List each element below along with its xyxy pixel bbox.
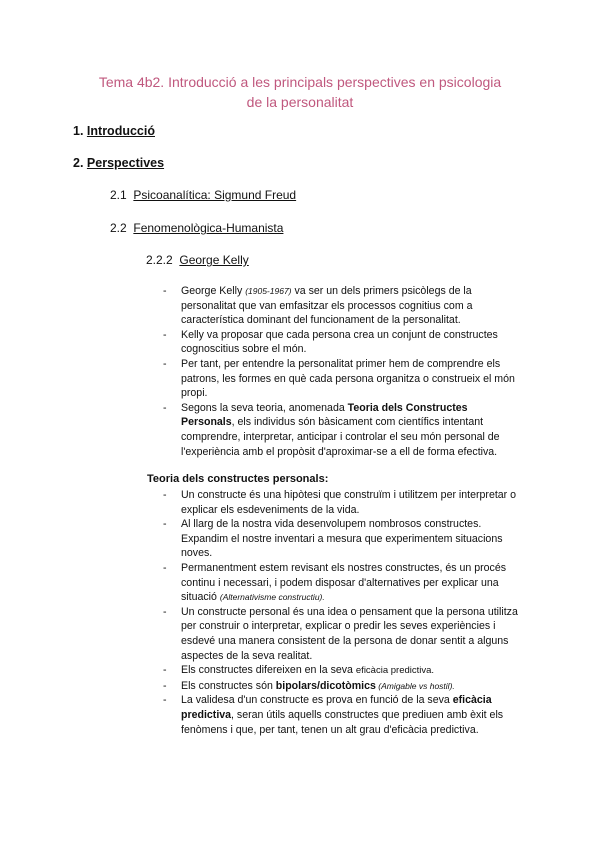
section-1-label: Introducció [86,124,155,138]
list-item: - Al llarg de la nostra vida desenvolupem nombrosos constructes. Expandim el nostre inventari a mesura que experimentem situacions noves. [163,518,503,560]
constructes-heading: Teoria dels constructes personals: [147,473,329,485]
list-item: - Kelly va proposar que cada persona crea un conjunt de constructes cognoscitius sobre el món. [163,328,498,356]
section-2-label: Perspectives [86,156,165,170]
section-1-number: 1. [73,124,84,138]
list-item: - Un constructe personal és una idea o pensament que la persona utilitza per construir o interpretar, explicar o predir les seves experiències i esdevé una manera consistent de la persona de donar sentit a alguns aspectes de la seva realitat. [163,605,518,662]
section-2-2-number: 2.2 [110,221,127,235]
bullet-dash: - [163,518,167,531]
bullet-dash: - [163,328,167,341]
bullet-dash: - [163,561,167,574]
section-2-1-number: 2.1 [110,188,127,202]
section-2-number: 2. [73,156,84,170]
section-2-2-2-number: 2.2.2 [146,253,173,267]
title-line-1: Tema 4b2. Introducció a les principals perspectives en psicologia [98,74,502,90]
section-2-heading [73,156,164,170]
bullet-dash: - [163,401,167,414]
section-2-1-label: Psicoanalítica: Sigmund Freud [133,188,297,202]
section-2-2-label: Fenomenològica-Humanista [133,221,284,235]
bullet-dash: - [163,357,167,370]
section-2-1-heading [110,188,296,202]
section-2-2-heading [110,221,283,235]
section-1-heading [73,124,155,138]
list-item: - Permanentment estem revisant els nostres constructes, és un procés continu i necessari, i podem disposar d'alternatives per explicar una situació (Alternativisme constructiu). [163,561,507,604]
title-line-2: de la personalitat [246,94,354,110]
list-item: - George Kelly (1905-1967) va ser un dels primers psicòlegs de la personalitat que van emfasitzar els processos cognitius com a característica dominant del funcionament de la personalitat. [163,285,473,327]
list-item: - La validesa d'un constructe es prova en funció de la seva eficàcia predictiva, seran útils aquells constructes que prediuen amb èxit els fenòmens i que, per tant, tenen un alt grau d'eficàcia predictiva. [163,694,504,736]
constructes-bullet-list [163,488,525,737]
document-title [60,72,540,112]
section-2-2-2-heading [146,253,249,267]
kelly-years: (1905-1967) [245,286,292,296]
bullet-dash: - [163,489,167,501]
bullet-dash: - [163,679,167,692]
list-item: - Els constructes difereixen en la seva eficàcia predictiva. [163,664,435,677]
bullet-dash: - [163,694,167,707]
theory-name: Teoria dels Constructes Personals [181,401,468,429]
list-item: - Els constructes són bipolars/dicotòmics (Amigable vs hostil). [163,679,455,692]
bullet-dash: - [163,664,167,677]
list-item: - Un constructe és una hipòtesi que construïm i utilitzem per interpretar o explicar els esdeveniments de la vida. [163,489,517,516]
bullet-dash: - [163,605,167,618]
section-2-2-2-label: George Kelly [179,253,249,267]
list-item: - Per tant, per entendre la personalitat primer hem de comprendre els patrons, les formes en què cada persona organitza o construeix el món propi. [163,357,515,400]
bullet-dash: - [163,285,167,297]
list-item: - Segons la seva teoria, anomenada Teoria dels Constructes Personals, els individus són bàsicament com científics intentant comprendre, interpretar, anticipar i controlar el seu món personal de l'experiència amb el propòsit d'aproximar-se a ell de forma efectiva. [163,401,500,458]
kelly-bullet-list [163,284,523,459]
